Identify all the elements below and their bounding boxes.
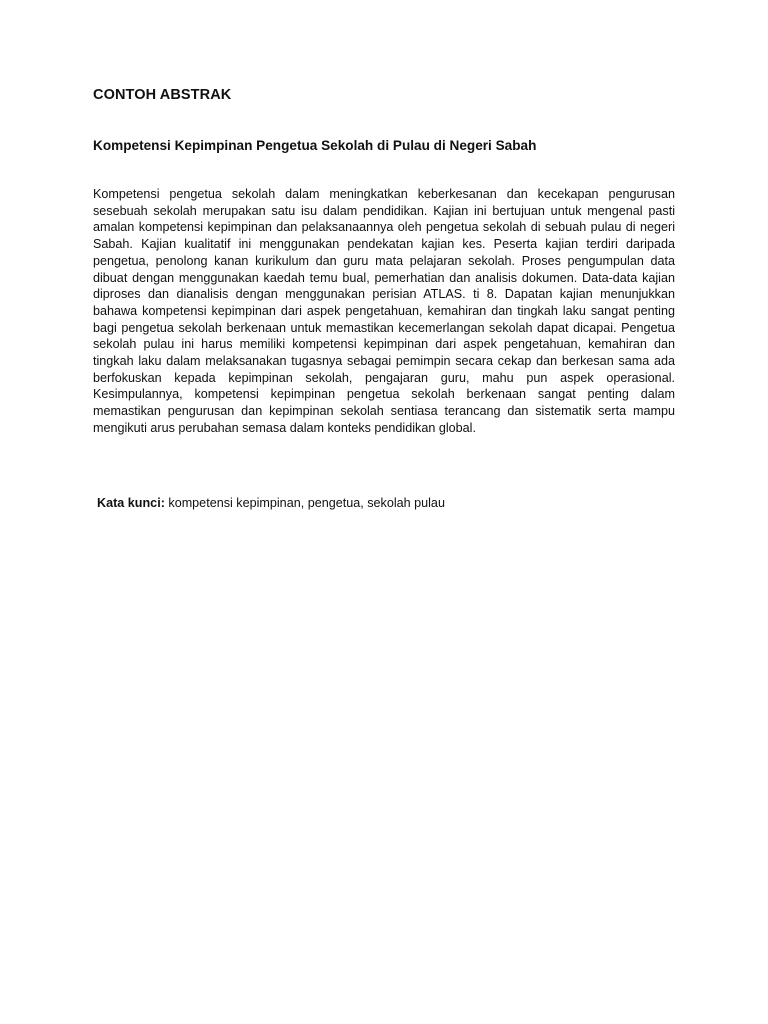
- abstract-title: Kompetensi Kepimpinan Pengetua Sekolah di Pulau di Negeri Sabah: [93, 138, 537, 153]
- keywords-label: Kata kunci:: [97, 496, 165, 510]
- abstract-body: Kompetensi pengetua sekolah dalam meningkatkan keberkesanan dan kecekapan pengurusan sesebuah sekolah merupakan satu isu dalam pendidikan. Kajian ini bertujuan untuk mengenal pasti amalan kompetensi kepimpinan dan pelaksanaannya oleh pengetua sekolah di sebuah pulau di negeri Sabah. Kajian kualitatif ini menggunakan pendekatan kajian kes. Peserta kajian terdiri daripada pengetua, penolong kanan kurikulum dan guru mata pelajaran sekolah. Proses pengumpulan data dibuat dengan menggunakan kaedah temu bual, pemerhatian dan analisis dokumen. Data-data kajian diproses dan dianalisis dengan menggunakan perisian ATLAS. ti 8. Dapatan kajian menunjukkan bahawa kompetensi kepimpinan dari aspek pengetahuan, kemahiran dan tingkah laku sangat penting bagi pengetua sekolah berkenaan untuk memastikan kecemerlangan sekolah dapat dicapai. Pengetua sekolah pulau ini harus memiliki kompetensi kepimpinan dari aspek pengetahuan, kemahiran dan tingkah laku dalam melaksanakan tugasnya sebagai pemimpin secara cekap dan berkesan sama ada berfokuskan kepada kepimpinan sekolah, pengajaran guru, mahu pun aspek operasional. Kesimpulannya, kompetensi kepimpinan pengetua sekolah berkenaan sangat penting dalam memastikan pengurusan dan kepimpinan sekolah sentiasa terancang dan sistematik serta mampu mengikuti arus perubahan semasa dalam konteks pendidikan global.: [93, 187, 675, 435]
- keywords-value: kompetensi kepimpinan, pengetua, sekolah pulau: [168, 496, 445, 510]
- document-heading: CONTOH ABSTRAK: [93, 87, 232, 103]
- keywords-line: [97, 496, 445, 510]
